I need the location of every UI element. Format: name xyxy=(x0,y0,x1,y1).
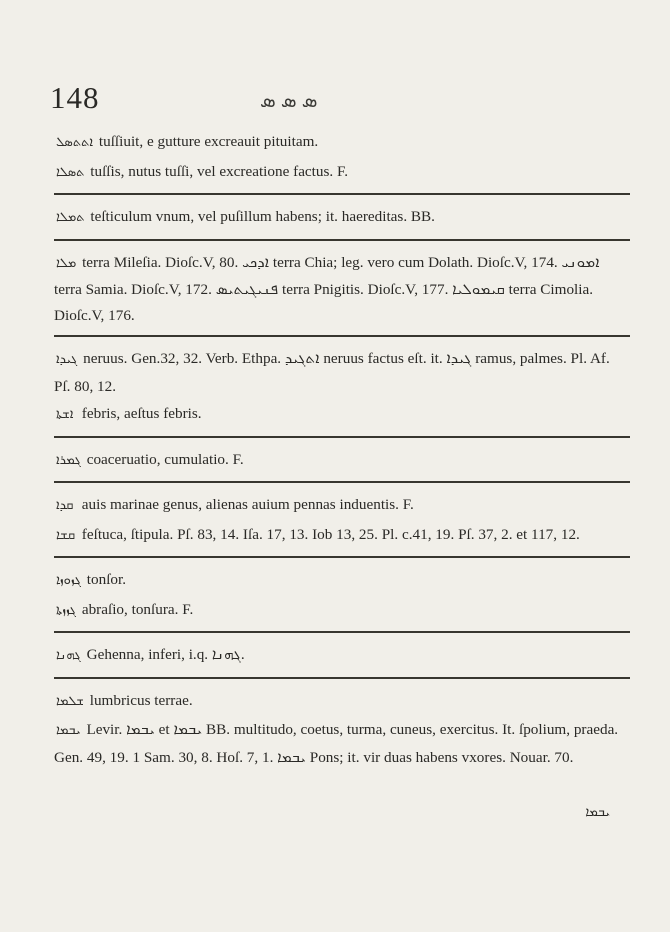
divider xyxy=(54,556,630,558)
entry-text: febris, aeſtus febris. xyxy=(81,405,202,422)
catchword: ܝܒܡܐ xyxy=(585,805,610,820)
divider xyxy=(54,436,630,438)
entry-text: abraſio, tonſura. F. xyxy=(81,600,194,618)
entry-3 xyxy=(54,203,630,233)
entry-text: terra Mileſia. Dioſc.V, 80. ܐܕܟܝ terra Chia; leg. vero cum Dolath. Dioſc.V, 174. ܐܡܘܢܝ terra Samia. Dioſc.V, 172. ܦܢܝܓܝܬܝܣ terra Pnigitis. Dioſc.V, 177. ܩܝܡܘܠܝܐ terra Cimolia. Dioſc.V, 176. xyxy=(54,253,600,324)
entry-text: Levir. ܝܒܡܐ et ܝܒܡܐ BB. multitudo, coetus, turma, cuneus, exercitus. It. ſpolium, praeda. Gen. 49, 19. 1 Sam. 30, 8. Hoſ. 7, 1. ܝܒܡܐ Pons; it. vir duas habens vxores. Nouar. 70. xyxy=(54,721,619,766)
entry-14 xyxy=(54,716,630,771)
headword: ܓܙܙܬܐ xyxy=(56,602,77,618)
entry-5 xyxy=(54,345,630,400)
entry-12 xyxy=(54,641,630,671)
entry-6 xyxy=(54,400,630,430)
headword: ܝܒܡܐ xyxy=(56,723,81,738)
entry-7 xyxy=(54,446,630,476)
headword: ܡܠܐ xyxy=(56,255,77,271)
divider xyxy=(54,481,630,483)
divider xyxy=(54,239,630,241)
entry-text: Gehenna, inferi, i.q. ܓܗܢܐ. xyxy=(86,646,245,663)
entry-10 xyxy=(54,566,630,596)
entry-11 xyxy=(54,596,630,626)
headword: ܐܫܬܐ xyxy=(56,407,74,422)
entry-text: tonſor. xyxy=(86,571,127,588)
divider xyxy=(54,193,630,195)
entry-text: tuſſiuit, e gutture excreauit pituitam. xyxy=(98,133,319,150)
headword: ܓܝܕܐ xyxy=(56,352,78,367)
entry-9 xyxy=(54,521,630,551)
headword: ܓܡܪܐ xyxy=(56,452,81,468)
running-head: ܣ ܣ ܣ xyxy=(260,90,318,112)
entry-2 xyxy=(54,158,630,188)
entry-text: lumbricus terrae. xyxy=(89,691,193,709)
headword: ܫܠܡܐ xyxy=(56,693,84,709)
entry-text: feſtuca, ſtipula. Pſ. 83, 14. Iſa. 17, 13. Iob 13, 25. Pl. c.41, 19. Pſ. 37, 2. et 117, 12. xyxy=(81,525,580,543)
headword: ܐܬܬܣܠ xyxy=(56,135,94,150)
headword: ܩܕܐ xyxy=(56,498,74,513)
page-header xyxy=(50,80,630,120)
headword: ܬܣܠܐ xyxy=(56,164,85,180)
divider xyxy=(54,677,630,679)
divider xyxy=(54,631,630,633)
entry-text: auis marinae genus, alienas auium pennas induentis. F. xyxy=(81,496,414,513)
headword: ܬܡܠܐ xyxy=(56,210,85,225)
entry-text: coaceruatio, cumulatio. F. xyxy=(86,450,244,468)
headword: ܩܫܐ xyxy=(56,527,76,543)
entry-8 xyxy=(54,491,630,521)
entry-text: teſticulum vnum, vel puſillum habens; it. haereditas. BB. xyxy=(90,208,435,225)
entry-1 xyxy=(54,128,630,158)
headword: ܓܗܢܐ xyxy=(56,648,81,663)
entry-4 xyxy=(54,249,630,330)
entry-text: tuſſis, nutus tuſſi, vel excreatione factus. F. xyxy=(90,162,349,180)
page-number: 148 xyxy=(50,80,100,115)
entry-text: neruus. Gen.32, 32. Verb. Ethpa. ܐܬܓܝܕ neruus factus eſt. it. ܓܝܕܐ ramus, palmes. Pl. Af. Pſ. 80, 12. xyxy=(54,350,610,395)
entry-13 xyxy=(54,687,630,717)
headword: ܓܙܘܙܐ xyxy=(56,573,81,588)
dictionary-entries xyxy=(54,128,630,771)
divider xyxy=(54,335,630,337)
